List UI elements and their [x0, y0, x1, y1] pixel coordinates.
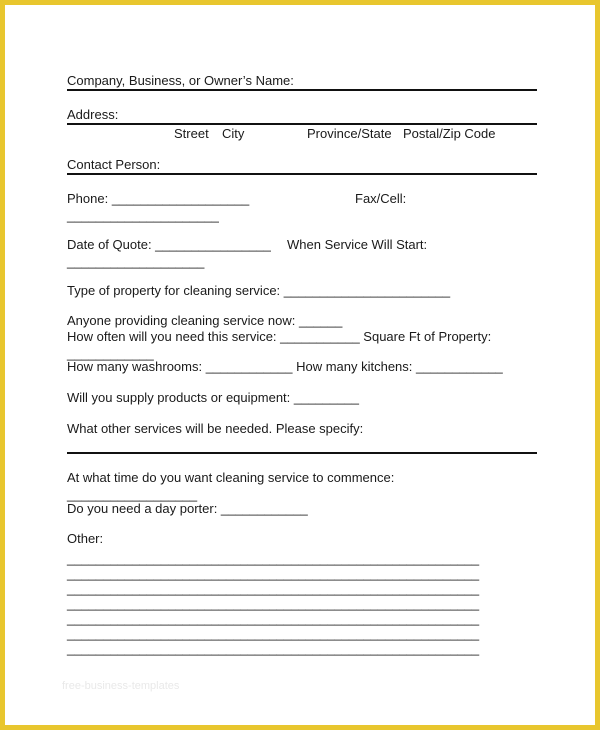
other-line: _________________________________________________________	[67, 566, 480, 581]
service-start-field: ___________________	[67, 254, 205, 269]
other-line: _________________________________________________________	[67, 551, 480, 566]
contact-person-rule	[67, 173, 537, 175]
current-provider-field: Anyone providing cleaning service now: ______	[67, 313, 343, 328]
washrooms-kitchens-field: How many washrooms: ____________ How many kitchens: ____________	[67, 359, 503, 374]
other-line: _________________________________________________________	[67, 626, 480, 641]
address-postal-label: Postal/Zip Code	[403, 126, 496, 141]
frequency-field: How often will you need this service: ___________ Square Ft of Property:	[67, 329, 492, 344]
date-of-quote-field: Date of Quote: ________________	[67, 237, 271, 252]
address-label: Address:	[67, 107, 119, 122]
other-services-rule	[67, 452, 537, 454]
company-name-rule	[67, 89, 537, 91]
fax-cell-label: Fax/Cell:	[355, 191, 407, 206]
other-line: _________________________________________________________	[67, 581, 480, 596]
watermark-text: free-business-templates	[62, 680, 180, 692]
contact-person-label: Contact Person:	[67, 157, 161, 172]
phone-field: Phone: ___________________	[67, 191, 250, 206]
property-type-field: Type of property for cleaning service: _______________________	[67, 283, 451, 298]
address-street-label: Street	[174, 126, 209, 141]
other-services-label: What other services will be needed. Please specify:	[67, 421, 364, 436]
supply-products-field: Will you supply products or equipment: _________	[67, 390, 359, 405]
day-porter-field: Do you need a day porter: ____________	[67, 501, 308, 516]
phone-field-continued: _____________________	[67, 208, 219, 223]
address-city-label: City	[222, 126, 245, 141]
address-province-label: Province/State	[307, 126, 392, 141]
other-line: _________________________________________________________	[67, 596, 480, 611]
commence-time-label: At what time do you want cleaning service to commence:	[67, 470, 395, 485]
other-label: Other:	[67, 531, 104, 546]
service-start-label: When Service Will Start:	[287, 237, 428, 252]
square-ft-field: ____________	[67, 346, 154, 361]
company-name-label: Company, Business, or Owner’s Name:	[67, 73, 294, 88]
commence-time-field: __________________	[67, 487, 198, 502]
other-line: _________________________________________________________	[67, 641, 480, 656]
other-line: _________________________________________________________	[67, 611, 480, 626]
address-rule	[67, 123, 537, 125]
